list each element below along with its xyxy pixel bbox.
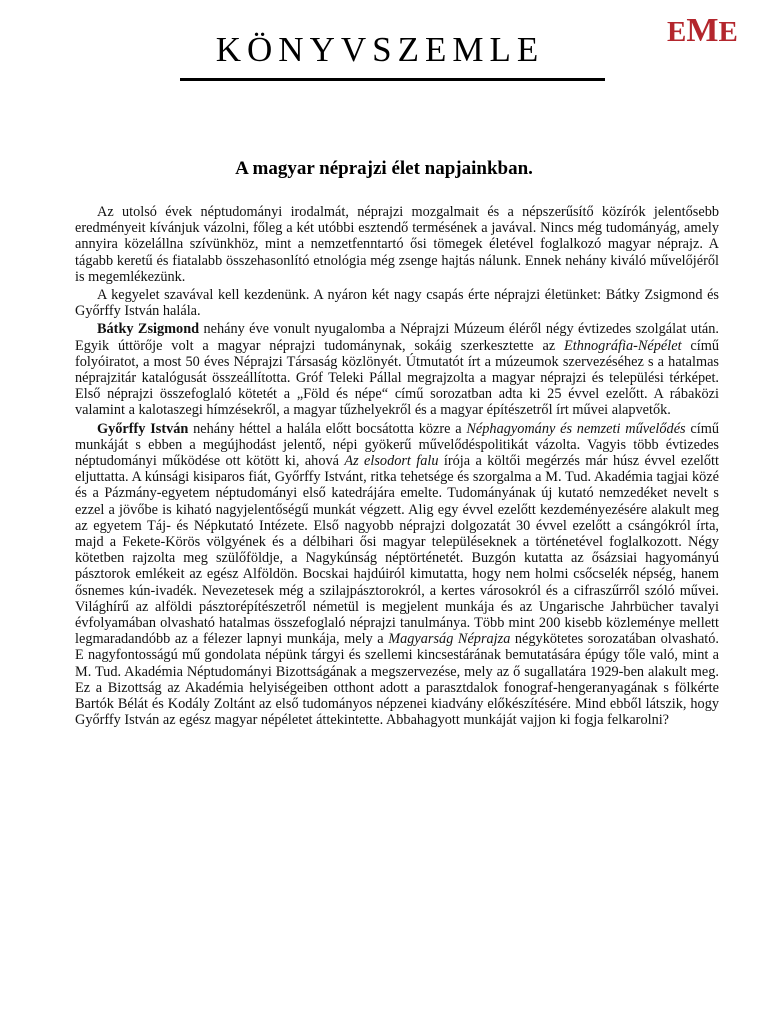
paragraph-4: [75, 421, 719, 729]
paragraph-2: A kegyelet szavával kell kezdenünk. A nyáron két nagy csapás érte néprajzi életünket: Bátky Zsigmond és Győrffy István halála.: [75, 287, 719, 320]
article-title: A magyar néprajzi élet napjainkban.: [235, 158, 533, 179]
article-body: [75, 204, 719, 731]
paragraph-text: négykötetes sorozatában olvasható. E nagyfontosságú mű gondolata népünk tárgyi és szellemi kincsestárának bemutatására épúgy tőle való, mint a M. Tud. Akadémia Néptudományi Bizottságának a megszervezése, mely az ő sugallatára 1929-ben alakult meg. Ez a Bizottság az Akadémia helyiségeiben otthont adott a parasztdalok fonograf-hengeranyagának s fölkérte Bartók Bélát és Kodály Zoltánt az első tudományos népzenei kiadvány előkészítésére. Mind ebből látszik, hogy Győrffy István az egész magyar népéletet áttekintette. Abbahagyott munkáját vajjon ki fogja felkarolni?: [75, 631, 719, 729]
journal-name: Ethnográfia-Népélet: [564, 337, 682, 354]
paragraph-text: írója a költői megérzés már húsz évvel ezelőtt eljuttatta. A kúnsági kisiparos fiát, Győrffy Istvánt, ritka tehetsége és szorgalma a M. Tud. Akadémia tagjai közé és a Pázmány-egyetem néptudományi első katedrájára emelte. Tudományának új kutató nemzedéket nevelt s ezzel a jövőbe is kiható nagyjelentőségű munkát végzett. Alig egy évvel ezelőtt kezdeményezésére alakult meg az egyetem Táj- és Népkutató Intézete. Első nagyobb néprajzi dolgozatát 30 évvel ezelőtt a csángókról írta, majd a Fekete-Körös völgyének és a délbihari ősi magyar településeknek a történetével foglalkozott. Négy kötetben rajzolta meg szülőföldje, a Nagykúnság néptörténetét. Buzgón kutatta az ősázsiai hagyományú pásztorok emlékeit az egész Alföldön. Bocskai hajdúiról kimutatta, hogy nem holmi csőcselék népség, hanem ősnemes kún-ivadék. Nevezetesek még a szilajpásztorokról, a kertes városokról és a cifraszűrről szóló művei. Világhírű az alföldi pásztorépítészetről németül is megjelent munkája és az Ungarische Jahrbücher tavalyi évfolyamában olvasható hatalmas összefoglaló néprajzi tanulmánya. Több mint 200 kisebb közleménye mellett legmaradandóbb az a félezer lapnyi munkája, mely a: [75, 453, 719, 648]
eme-logo: [667, 12, 738, 50]
paragraph-1: Az utolsó évek néptudományi irodalmát, néprajzi mozgalmait és a népszerűsítő közírók jelentősebb eredményeit kívánjuk vázolni, főleg a két utóbbi esztendő termésének a javával. Nincs még tudományág, amely annyira közelállna szívünkhöz, mint a nemzetfenntartó ősi tömegek életével foglalkozó magyar néprajz. A tágabb keretű és fiatalabb összehasonlító etnológia még zsenge hajtás nálunk. Ennek nehány kiváló művelőjéről is megemlékezünk.: [75, 204, 719, 285]
book-title: Az elsodort falu: [344, 453, 439, 470]
paragraph-text: nehány éve vonult nyugalomba a Néprajzi Múzeum éléről négy évtizedes szolgálat után. Egyik úttörője volt a magyar néprajzi tudománynak, sokáig szerkesztette az: [75, 321, 719, 354]
logo-letter-e: E: [718, 16, 738, 48]
paragraph-text: című munkáját s ebben a megújhodást jelentő, népi gyökerű művelődéspolitikát vázolta. Vagyis több évtizedes néptudományi működése ott kötött ki, ahová: [75, 420, 719, 470]
logo-letter-e: E: [667, 16, 687, 48]
section-heading: KÖNYVSZEMLE: [215, 30, 545, 69]
book-title: Néphagyomány és nemzeti művelődés: [466, 420, 686, 437]
paragraph-text: nehány héttel a halála előtt bocsátotta közre a: [188, 420, 467, 437]
logo-letter-m: M: [686, 12, 719, 49]
heading-rule: [180, 78, 605, 81]
book-title: Magyarság Néprajza: [388, 631, 511, 648]
person-name: Bátky Zsigmond: [97, 321, 200, 338]
person-name: Győrffy István: [97, 420, 189, 437]
paragraph-3: [75, 321, 719, 418]
paragraph-text: című folyóiratot, a most 50 éves Néprajzi Társaság közlönyét. Útmutatót írt a múzeumok szervezéséhez s a hatalmas néprajzitár katalógusát összeállította. Gróf Teleki Pállal megrajzolta a magyar néprajzi és települési térképet. Első néprajzi összefoglaló kötetét a „Föld és népe“ című sorozatban adta ki 25 évvel ezelőtt. A rábaközi valamint a kalotaszegi hímzésekről, a magyar tűzhelyekről és a magyar építészetről írt művei alapvetők.: [75, 337, 719, 419]
